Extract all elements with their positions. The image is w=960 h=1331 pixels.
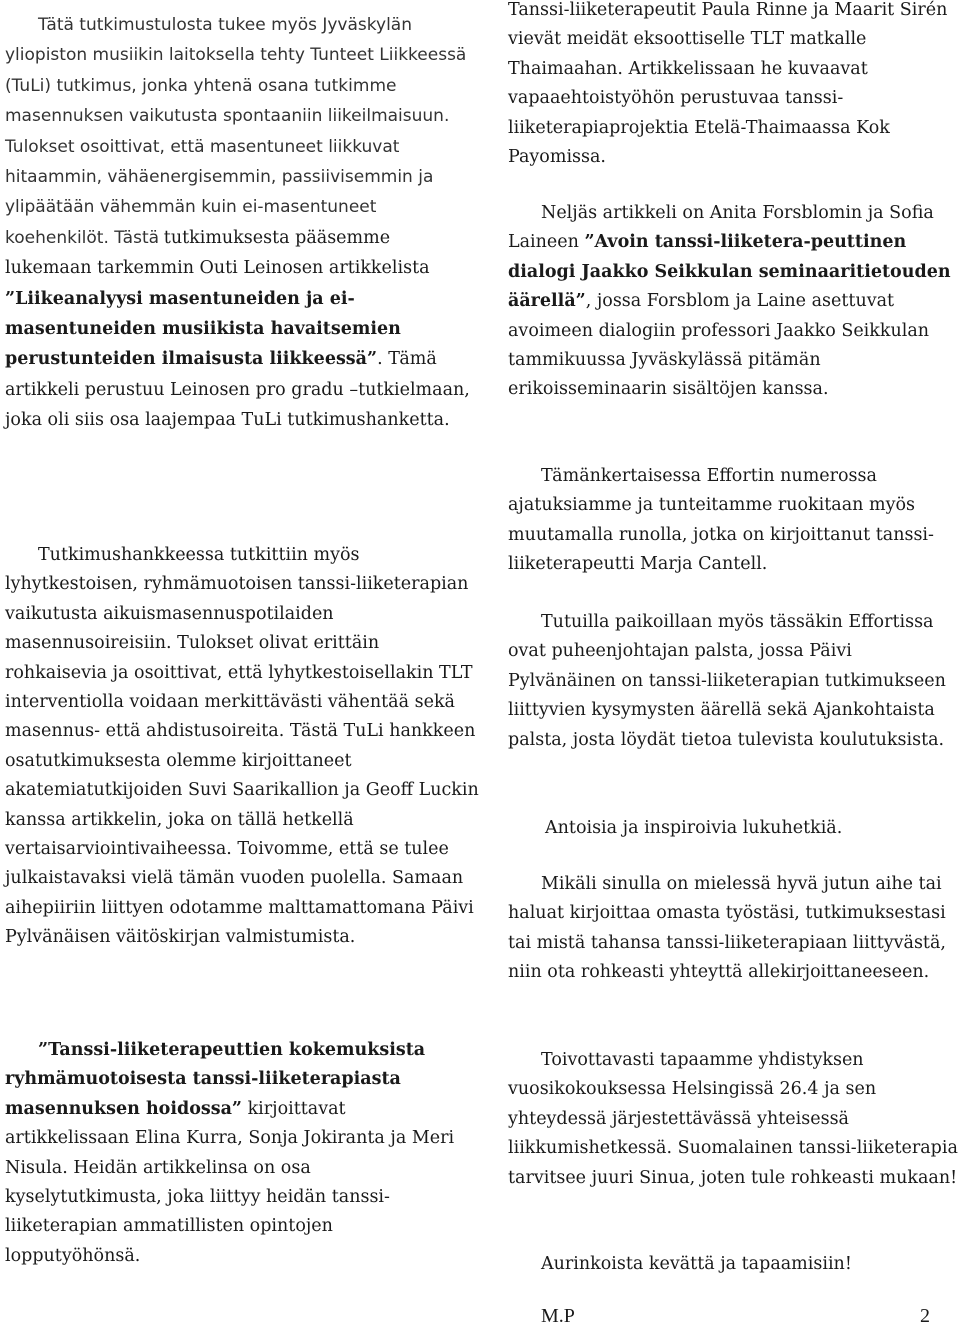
paragraph-poems: [508, 462, 960, 580]
article-title: ”Liikeanalyysi masentuneiden ja ei-masentuneiden musiikista havaitsemien perustunteiden ilmaisusta liikkeessä”: [5, 288, 401, 370]
paragraph-contact: [508, 870, 960, 988]
paragraph-annual-meeting: [508, 1046, 960, 1193]
paragraph-text: Tätä tutkimustulosta tukee myös Jyväskylän yliopiston musiikin laitoksella tehty Tunteet Liikkeessä (TuLi) tutkimus, jonka yhtenä osana tutkimme masennuksen vaikutusta spontaaniin liikeilmaisuun. Tulokset osoittivat, että masentuneet liikkuvat hitaammin, vähäenergisemmin, passiivisemmin ja ylipäätään vähemmän kuin ei-masentuneet koehenkilöt. Tästä: [5, 15, 467, 248]
paragraph-text: Antoisia ja inspiroivia lukuhetkiä.: [545, 818, 843, 838]
paragraph-therapist-experiences: [5, 1036, 465, 1271]
article-title: ”Avoin tanssi-liiketera-peuttinen dialogi Jaakko Seikkulan seminaaritietouden äärellä”: [508, 232, 951, 312]
paragraph-text: Aurinkoista kevättä ja tapaamisiin!: [541, 1254, 852, 1274]
paragraph-text: kirjoittavat artikkelissaan Elina Kurra, Sonja Jokiranta ja Meri Nisula. Heidän artikkelinsa on osa kyselytutkimusta, joka liittyy heidän tanssi-liiketerapian ammatillisten opintojen lopputyöhönsä.: [5, 1098, 455, 1266]
article-title: ”Tanssi-liiketerapeuttien kokemuksista ryhmämuotoisesta tanssi-liiketerapiasta masennuksen hoidossa”: [5, 1040, 426, 1119]
paragraph-text: Neljäs artikkeli on Anita Forsblomin ja Sofia Laineen: [508, 203, 934, 253]
paragraph-text: Mikäli sinulla on mielessä hyvä jutun aihe tai haluat kirjoittaa omasta työstäsi, tutkimuksestasi tai mistä tahansa tanssi-liiketerapiaan liittyvästä, niin ota rohkeasti yhteyttä allekirjoittaneeseen.: [508, 874, 946, 983]
paragraph-text: , jossa Forsblom ja Laine asettuvat avoimeen dialogiin professori Jaakko Seikkulan tammikuussa Jyväskylässä pitämän erikoisseminaarin sisältöjen kanssa.: [508, 291, 930, 400]
paragraph-closing: [508, 1250, 960, 1279]
paragraph-text: Tutuilla paikoillaan myös tässäkin Effortissa ovat puheenjohtajan palsta, jossa Päivi Pylvänäinen on tanssi-liiketerapian tutkimukseen liittyvien kysymysten äärellä sekä Ajankohtaista palsta, josta löydät tietoa tulevista koulutuksista.: [508, 612, 946, 750]
author-initials: M.P: [541, 1305, 575, 1327]
paragraph-text: Tanssi-liiketerapeutit Paula Rinne ja Maarit Sirén vievät meidät eksoottiselle TLT matkalle Thaimaahan. Artikkelissaan he kuvaavat vapaaehtoistyöhön perustuvaa tanssi-liiketerapiaprojektia Etelä-Thaimaassa Kok Payomissa.: [508, 0, 948, 168]
paragraph-text: . Tämä artikkeli perustuu Leinosen pro gradu –tutkielmaan, joka oli siis osa laajempaa TuLi tutkimushanketta.: [5, 349, 470, 431]
paragraph-text: Toivottavasti tapaamme yhdistyksen vuosikokouksessa Helsingissä 26.4 ja sen yhteydessä järjestettävässä yhteisessä liikkumishetkessä. Suomalainen tanssi-liiketerapia tarvitsee juuri Sinua, joten tule rohkeasti mukaan!: [508, 1050, 958, 1188]
paragraph-text: Tutkimushankkeessa tutkittiin myös lyhytkestoisen, ryhmämuotoisen tanssi-liiketerapian vaikutusta aikuismasennuspotilaiden masennusoireisiin. Tulokset olivat erittäin rohkaisevia ja osoittivat, että lyhytkestoisellakin TLT interventiolla voidaan merkittävästi vähentää sekä masennus- että ahdistusoireita. Tästä TuLi hankkeen osatutkimuksesta olemme kirjoittaneet akatemiatutkijoiden Suvi Saarikallion ja Geoff Luckin kanssa artikkelin, joka on tällä hetkellä vertaisarviointivaiheessa. Toivomme, että se tulee julkaistavaksi vielä tämän vuoden puolella. Samaan aihepiiriin liittyen odotamme malttamattomana Päivi Pylvänäisen väitöskirjan valmistumista.: [5, 545, 479, 948]
page-number: 2: [920, 1305, 930, 1327]
paragraph-research-project: [5, 541, 480, 953]
paragraph-thailand: [508, 0, 960, 172]
paragraph-tuli-research: [5, 10, 480, 436]
paragraph-text: Tämänkertaisessa Effortin numerossa ajatuksiamme ja tunteitamme ruokitaan myös muutamalla runolla, jotka on kirjoittanut tanssi-liiketerapeutti Marja Cantell.: [508, 466, 934, 575]
paragraph-text: tutkimuksesta pääsemme lukemaan tarkemmin Outi Leinosen artikkelista: [5, 227, 430, 279]
paragraph-reading-wishes: [508, 814, 960, 843]
paragraph-columns: [508, 608, 960, 755]
paragraph-fourth-article: [508, 199, 960, 405]
